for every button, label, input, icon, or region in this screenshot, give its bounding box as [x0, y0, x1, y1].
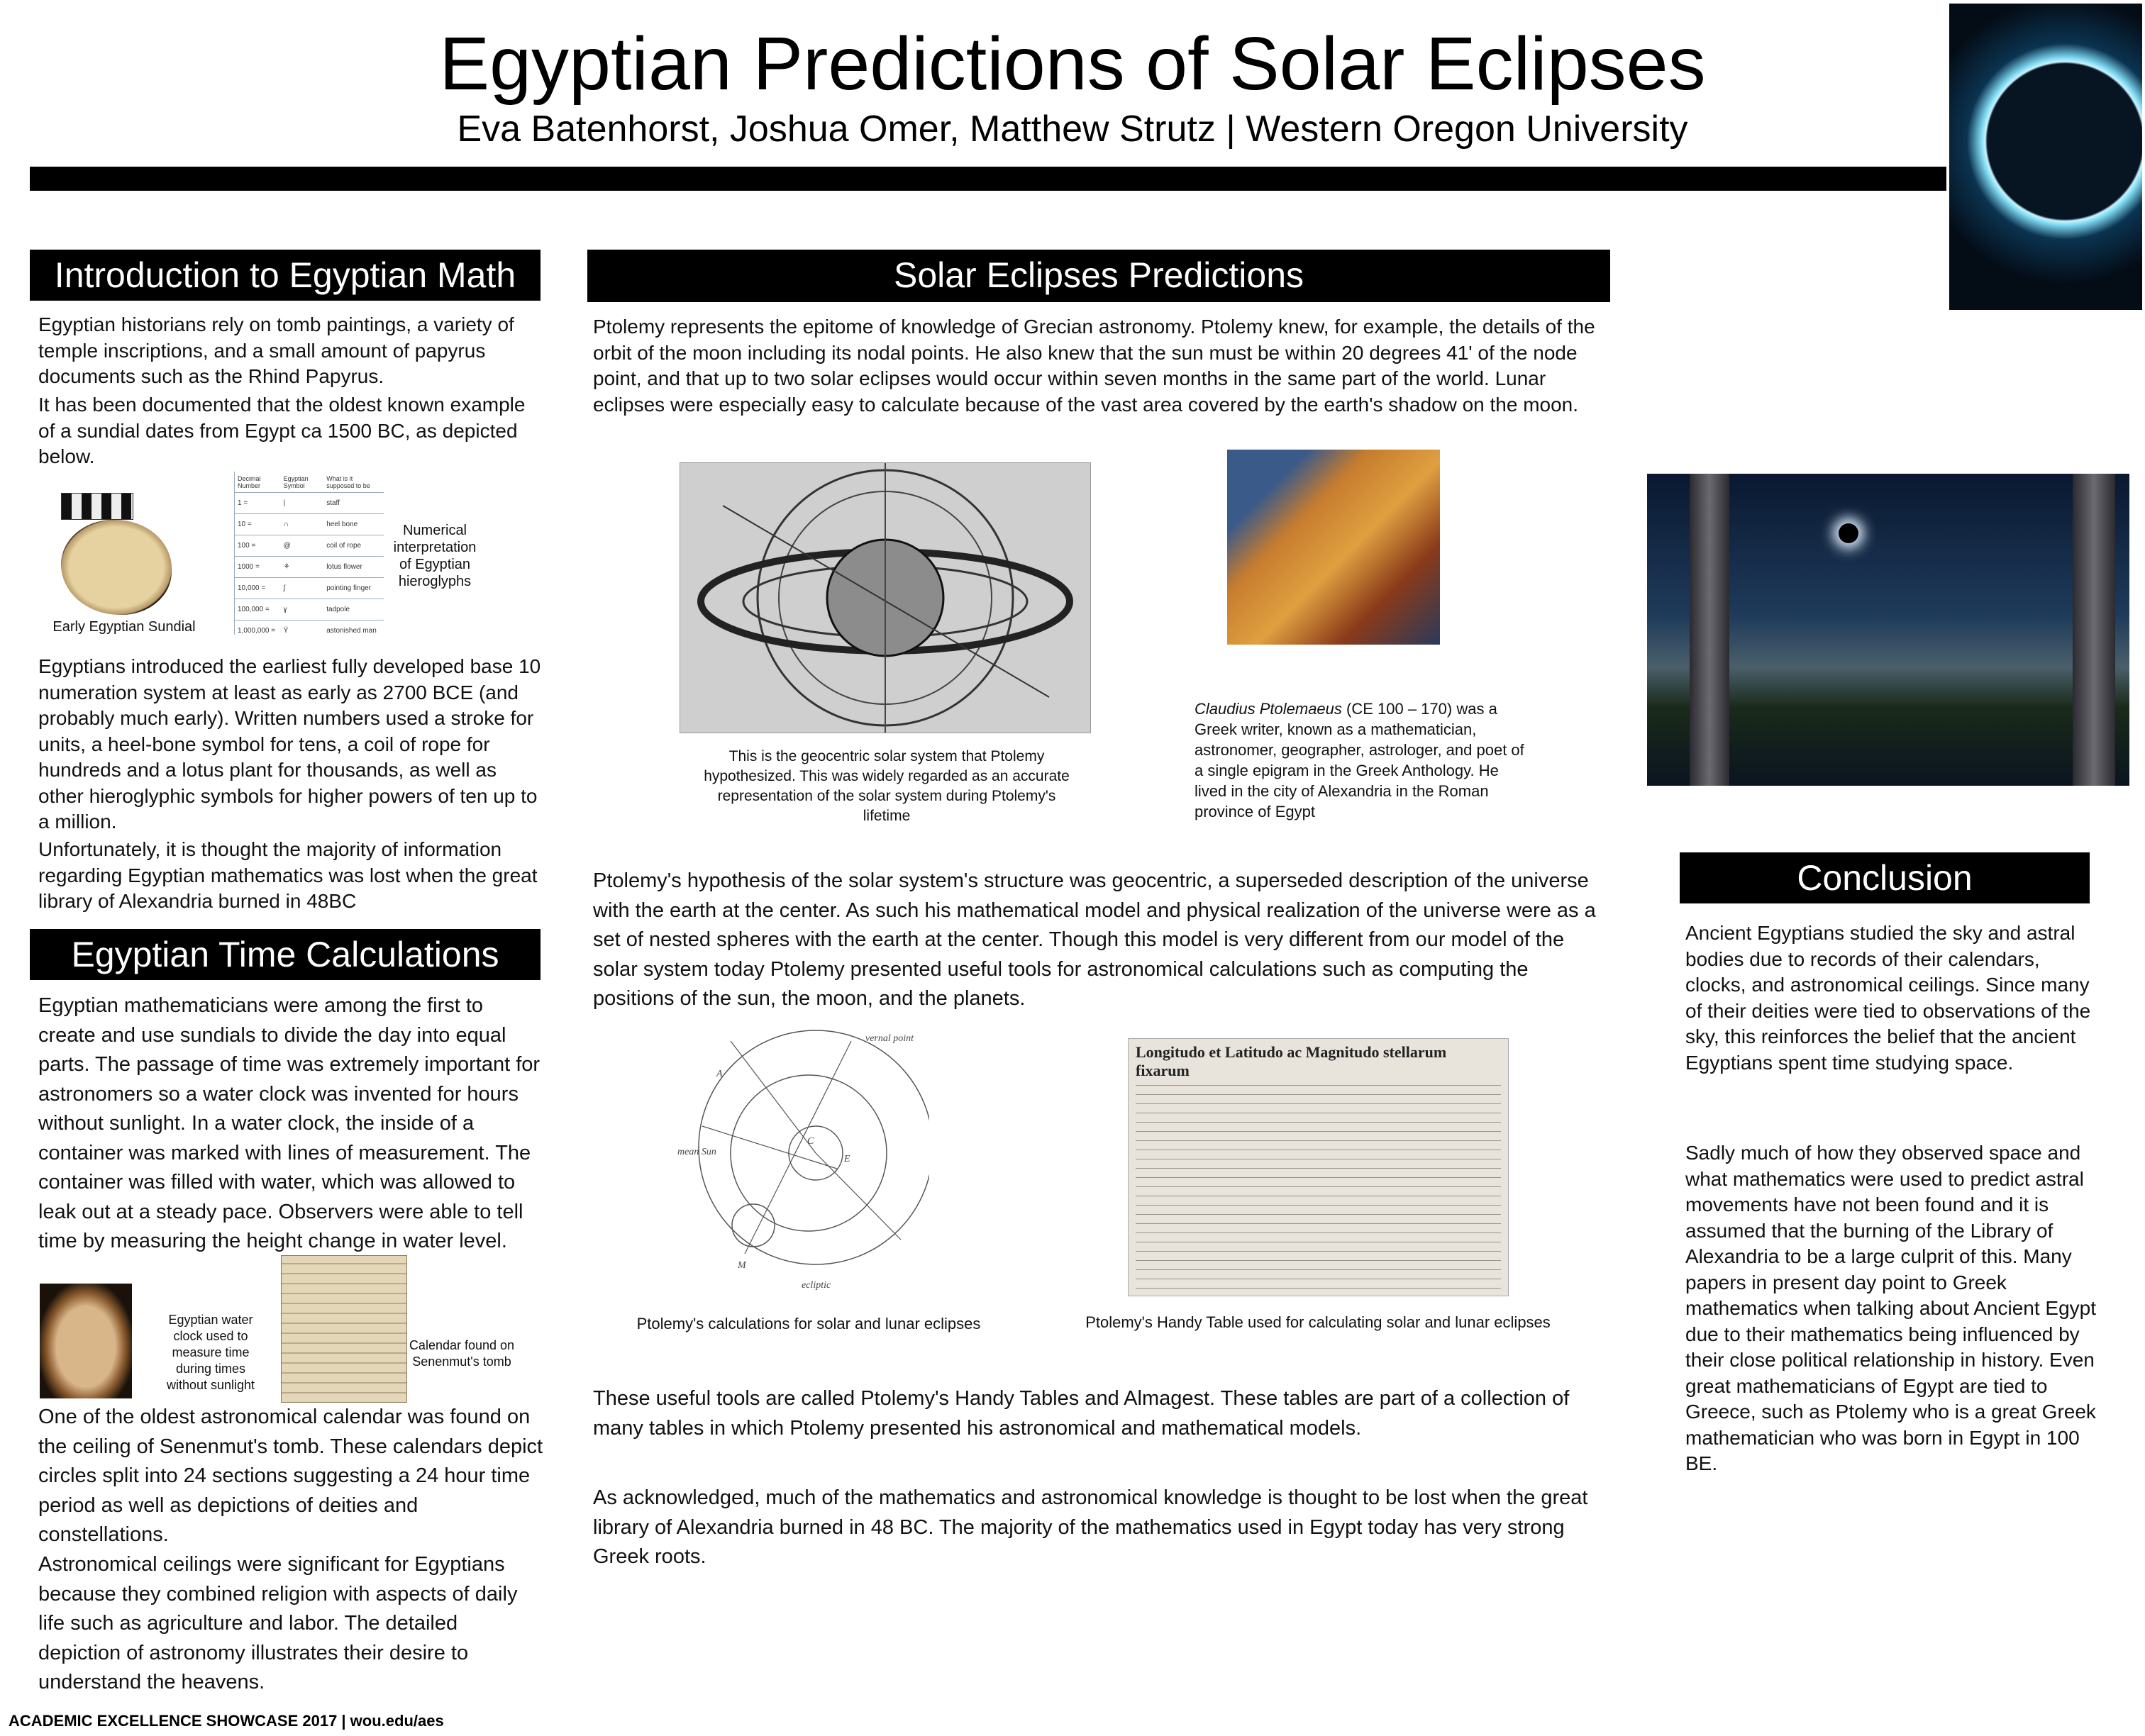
- conclusion-paragraph-2: Sadly much of how they observed space and what mathematics were used to predict astral movements have not been found and it is assumed that the burning of the Library of Alexandria to be a large culprit of this. Many papers in present day point to Greek mathematics when talking about Ancient Egypt due to their mathematics being influenced by their close political relationship in history. Even great mathematicians of Egypt are tied to Greece, such as Ptolemy who is a great Greek mathematician who was born in Egypt in 100 BE.: [1685, 1142, 2097, 1474]
- hieroglyph-number: 100,000 =: [235, 599, 281, 621]
- geocentric-caption: This is the geocentric solar system that Ptolemy hypothesized. This was widely regarded as an accurate representation of the solar system during Ptolemy's lifetime: [704, 748, 1070, 824]
- time-heading: Egyptian Time Calculations: [30, 929, 541, 980]
- intro-paragraph-4: Unfortunately, it is thought the majority of information regarding Egyptian mathematics was lost when the great library of Alexandria burned in 48BC: [38, 838, 538, 912]
- time-paragraph-2: One of the oldest astronomical calendar was found on the ceiling of Senenmut's tomb. These calendars depict circles split into 24 sections suggesting a 24 hour time period as well as depictions of deities and constellations.: [38, 1406, 543, 1546]
- intro-heading: Introduction to Egyptian Math: [30, 250, 541, 301]
- water-clock-image: [40, 1284, 132, 1398]
- time-paragraph-1: Egyptian mathematicians were among the first to create and use sundials to divide the day into equal parts. The passage of time was extremely important for astronomers so a water clock was invented for hours without sunlight. In a water clock, the inside of a container was marked with lines of measurement. The container was filled with water, which was allowed to leak out at a steady pace. Observers were able to tell time by measuring the height change in water level.: [38, 994, 541, 1252]
- coil-rope-glyph-icon: @: [281, 535, 324, 557]
- ptolemy-caption-text: (CE 100 – 170) was a Greek writer, known as a mathematician, astronomer, geographer, astrologer, and poet of a single epigram in the Greek Anthology. He lived in the city of Alexandria in the Roman province of Egypt: [1195, 700, 1524, 820]
- eclipse-photo: [1949, 4, 2142, 310]
- hieroglyph-number: 1000 =: [235, 557, 281, 578]
- hieroglyph-meaning: pointing finger: [323, 578, 384, 599]
- vernal-point-label: vernal point: [865, 1033, 914, 1044]
- calendar-image: [281, 1255, 407, 1403]
- ptolemy-portrait: [1227, 450, 1440, 645]
- solar-paragraph-2: Ptolemy's hypothesis of the solar system's structure was geocentric, a superseded description of the universe with the earth at the center. As such his mathematical model and physical realization of the universe were as a set of nested spheres with the earth at the center. Though this model is very different from our model of the solar system today Ptolemy presented useful tools for astronomical calculations such as computing the positions of the sun, the moon, and the planets.: [593, 869, 1596, 1010]
- hieroglyph-meaning: staff: [323, 493, 384, 514]
- hieroglyph-meaning: heel bone: [323, 514, 384, 535]
- hieroglyph-number: 10,000 =: [235, 578, 281, 599]
- handy-table-title: Longitudo et Latitudo ac Magnitudo stellarum fixarum: [1136, 1043, 1447, 1079]
- heel-bone-glyph-icon: ∩: [281, 514, 324, 535]
- hieroglyph-number: 1 =: [235, 493, 281, 514]
- conclusion-paragraph-1: Ancient Egyptians studied the sky and astral bodies due to records of their calendars, clocks, and astronomical ceilings. Since many of their deities were tied to observations of the sky, this reinforces the belief that the ancient Egyptians spent time studying space.: [1685, 922, 2091, 1074]
- hieroglyph-number: 10 =: [235, 514, 281, 535]
- hieroglyph-header-meaning: What is it supposed to be: [326, 474, 370, 489]
- hieroglyph-header-decimal: Decimal Number: [238, 474, 261, 489]
- solar-paragraph-1: Ptolemy represents the epitome of knowledge of Grecian astronomy. Ptolemy knew, for example, the details of the orbit of the moon including its nodal points. He also knew that the sun must be within 20 degrees 41' of the node point, and that up to two solar eclipses would occur within seven months in the same part of the world. Lunar eclipses were especially easy to calculate because of the vast area covered by the earth's shadow on the moon.: [593, 316, 1595, 416]
- scale-bar: [61, 493, 133, 520]
- handy-table-image: [1128, 1038, 1509, 1296]
- ptolemy-name: Claudius Ptolemaeus: [1195, 700, 1342, 718]
- hieroglyph-number: 1,000,000 =: [235, 621, 281, 642]
- point-a-label: A: [716, 1069, 723, 1079]
- egyptians-eclipse-painting: [1647, 474, 2129, 786]
- geocentric-model-image: [680, 462, 1091, 733]
- eclipse-calculation-caption: Ptolemy's calculations for solar and lunar eclipses: [636, 1315, 981, 1332]
- ecliptic-label: ecliptic: [802, 1280, 831, 1291]
- point-c-label: C: [807, 1136, 814, 1147]
- column-right: [2073, 474, 2115, 786]
- sundial-caption: Early Egyptian Sundial: [52, 619, 196, 635]
- footer-text: ACADEMIC EXCELLENCE SHOWCASE 2017 | wou.edu/aes: [9, 1712, 444, 1730]
- intro-paragraph-1: Egyptian historians rely on tomb paintings, a variety of temple inscriptions, and a small amount of papyrus documents such as the Rhind Papyrus.: [38, 313, 514, 387]
- finger-glyph-icon: ʃ: [281, 578, 324, 599]
- lotus-glyph-icon: ⚘: [281, 557, 324, 578]
- intro-paragraph-2: It has been documented that the oldest known example of a sundial dates from Egypt ca 1500 BC, as depicted below.: [38, 394, 526, 467]
- solar-paragraph-4: As acknowledged, much of the mathematics and astronomical knowledge is thought to be lost when the great library of Alexandria burned in 48 BC. The majority of the mathematics used in Egypt today has very strong Greek roots.: [593, 1486, 1588, 1568]
- point-m-label: M: [738, 1260, 746, 1271]
- header-divider: [30, 167, 1946, 191]
- tadpole-glyph-icon: ɣ: [281, 599, 324, 621]
- staff-glyph-icon: |: [281, 493, 324, 514]
- eclipse-sun-icon: [1839, 523, 1858, 543]
- poster-authors: Eva Batenhorst, Joshua Omer, Matthew Strutz | Western Oregon University: [457, 108, 1688, 150]
- conclusion-heading: Conclusion: [1680, 852, 2090, 903]
- handy-table-caption: Ptolemy's Handy Table used for calculating solar and lunar eclipses: [1085, 1313, 1551, 1331]
- sundial-image: [61, 520, 172, 615]
- solar-heading: Solar Eclipses Predictions: [587, 250, 1610, 302]
- hieroglyph-meaning: astonished man: [323, 621, 384, 642]
- water-clock-caption: Egyptian water clock used to measure time during times without sunlight: [166, 1313, 255, 1392]
- hieroglyph-header-symbol: Egyptian Symbol: [283, 474, 309, 489]
- calendar-caption: Calendar found on Senenmut's tomb: [409, 1338, 515, 1369]
- ptolemy-caption: [1195, 699, 1528, 822]
- mean-sun-label: mean Sun: [677, 1147, 716, 1157]
- man-glyph-icon: Ÿ: [281, 621, 324, 642]
- poster-title: Egyptian Predictions of Solar Eclipses: [439, 22, 1706, 106]
- hieroglyph-table: [234, 472, 384, 635]
- hieroglyph-number: 100 =: [235, 535, 281, 557]
- handy-table-rows: [1136, 1084, 1501, 1296]
- time-paragraph-3: Astronomical ceilings were significant for Egyptians because they combined religion with aspects of daily life such as agriculture and labor. The detailed depiction of astronomy illustrates their desire to understand the heavens.: [38, 1553, 518, 1693]
- eclipse-calculation-diagram: [674, 1027, 929, 1296]
- hieroglyph-meaning: coil of rope: [323, 535, 384, 557]
- intro-paragraph-3: Egyptians introduced the earliest fully developed base 10 numeration system at least as early as 2700 BCE (and probably much early). Written numbers used a stroke for units, a heel-bone symbol for tens, a coil of rope for hundreds and a lotus plant for thousands, as well as other hieroglyphic symbols for higher powers of ten up to a million.: [38, 655, 541, 833]
- solar-paragraph-3: These useful tools are called Ptolemy's Handy Tables and Almagest. These tables are part of a collection of many tables in which Ptolemy presented his astronomical and mathematical models.: [593, 1387, 1570, 1440]
- hieroglyph-meaning: tadpole: [323, 599, 384, 621]
- point-e-label: E: [844, 1154, 850, 1164]
- column-left: [1690, 474, 1729, 786]
- hieroglyph-caption: Numerical interpretation of Egyptian hieroglyphs: [393, 523, 477, 589]
- hieroglyph-meaning: lotus flower: [323, 557, 384, 578]
